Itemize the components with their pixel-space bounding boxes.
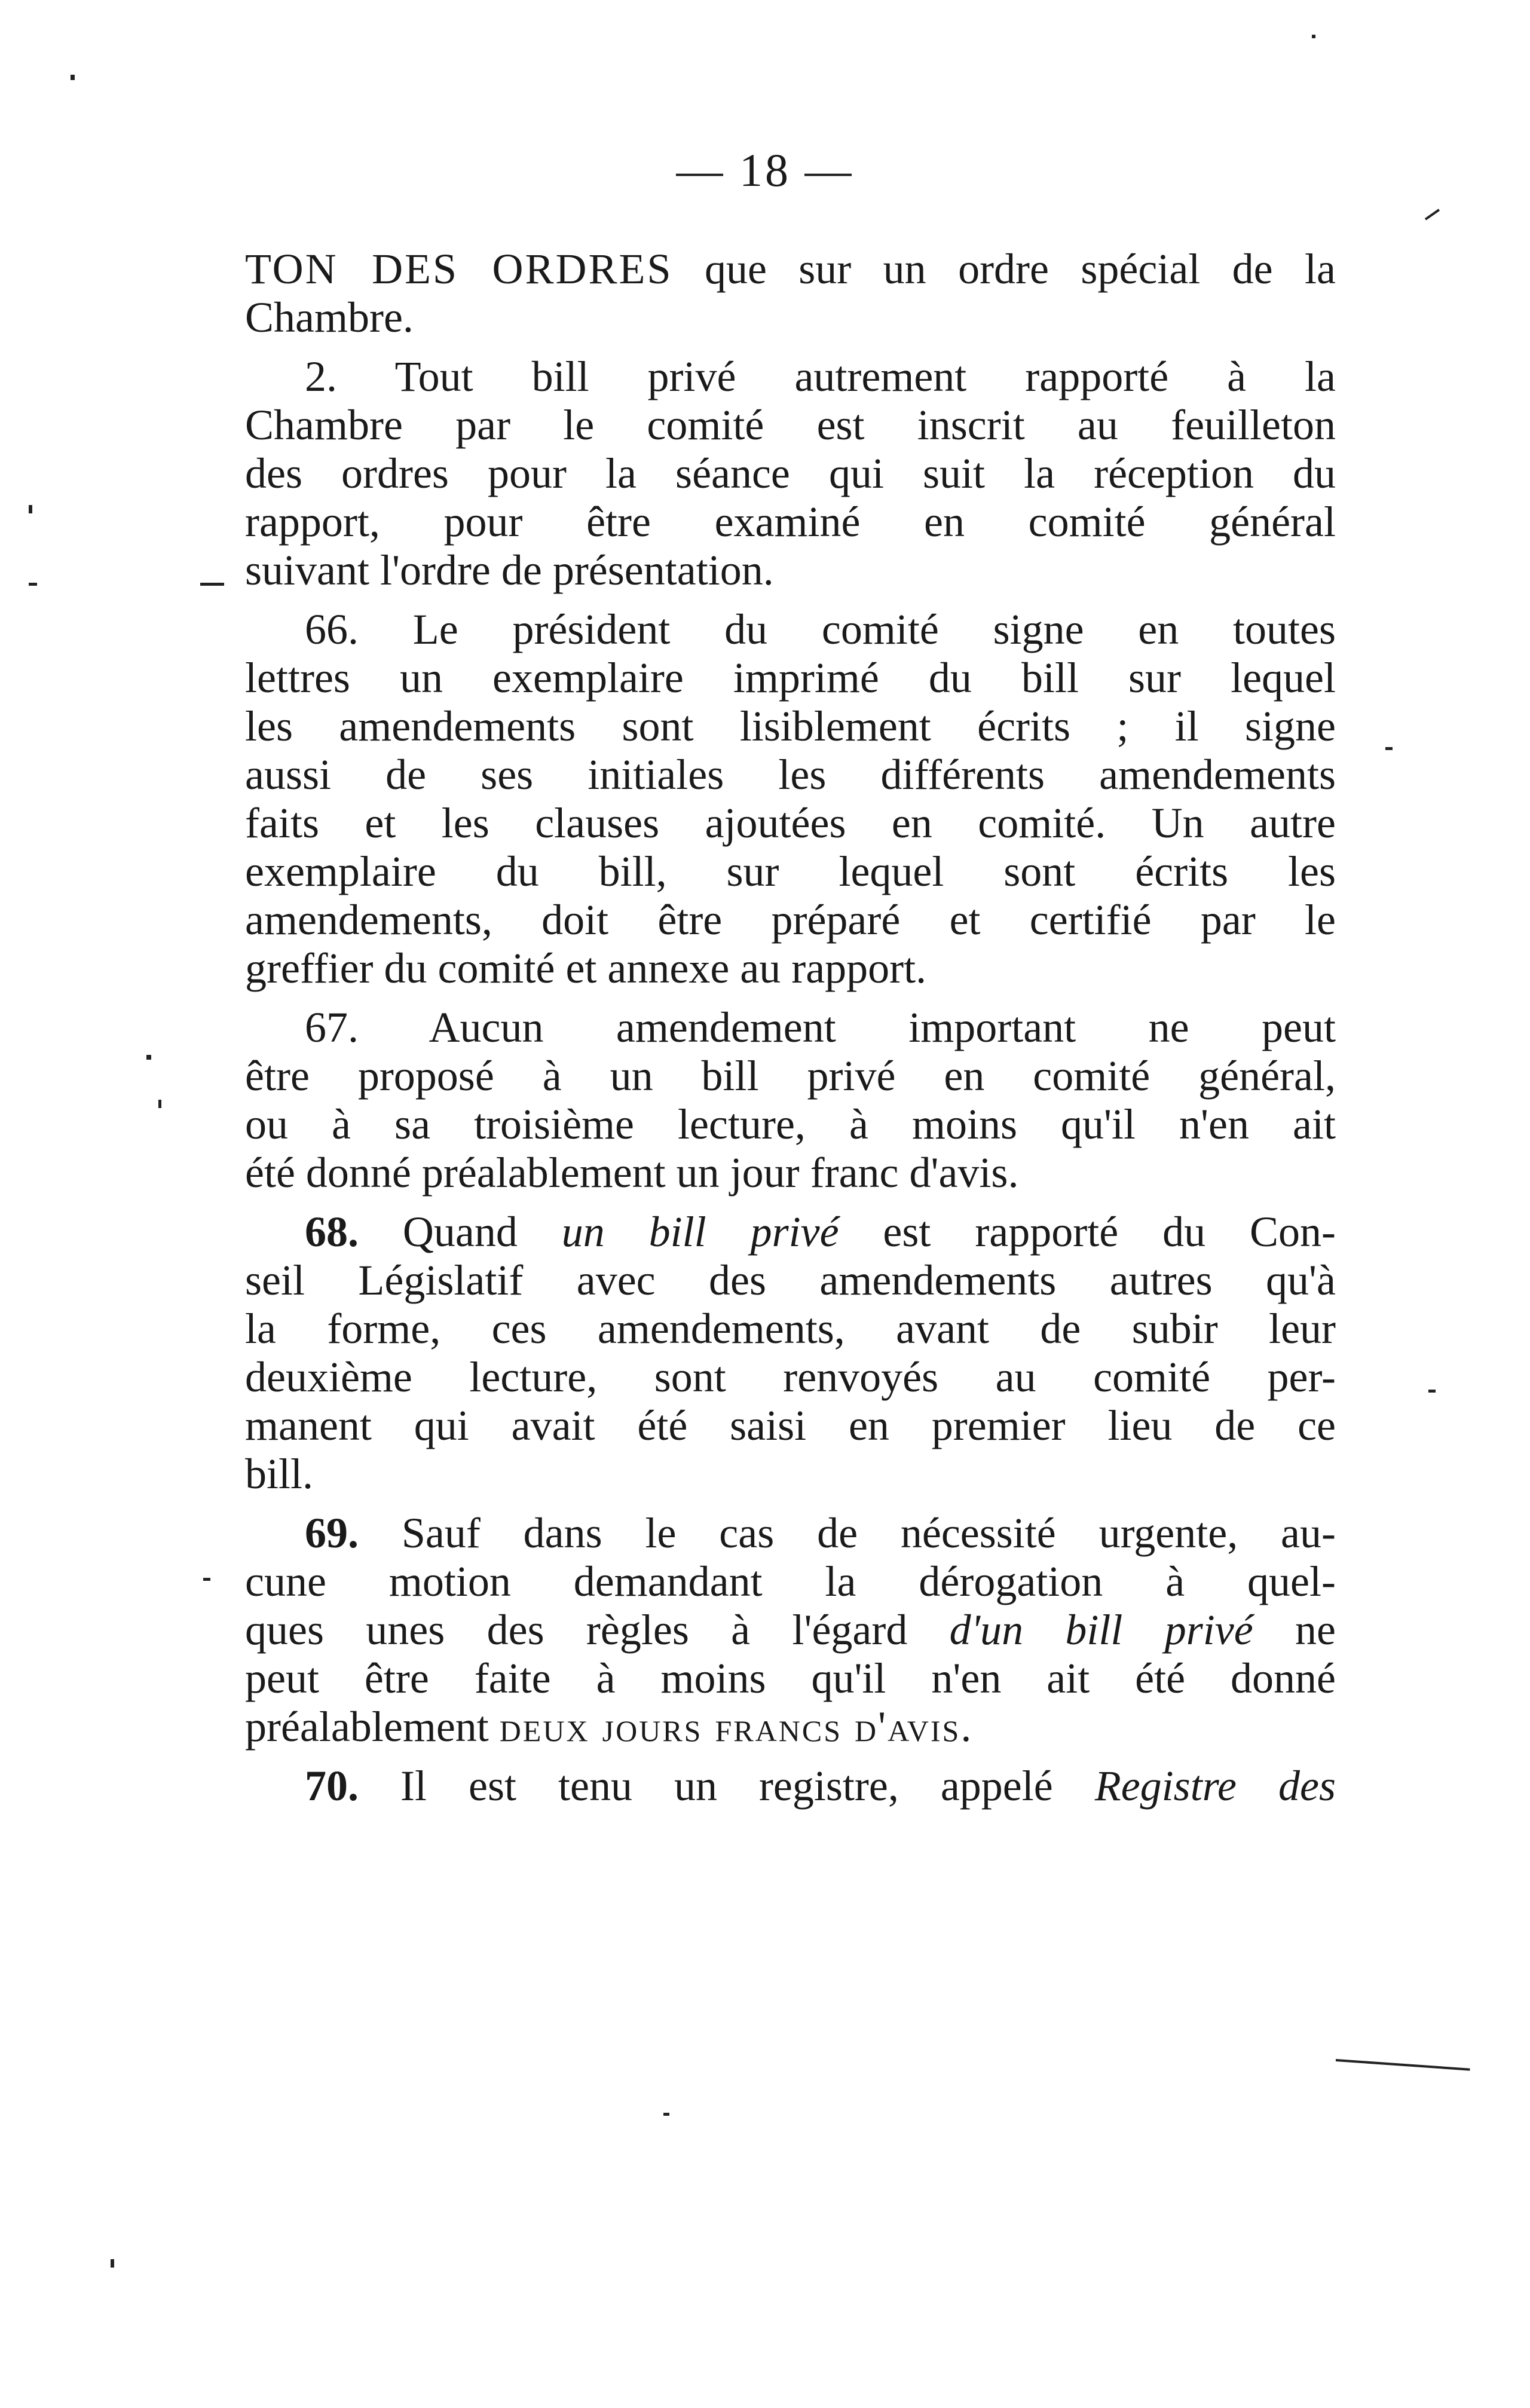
text-line (245, 702, 1336, 751)
text-line (245, 847, 1336, 896)
article-68-start (245, 1208, 1336, 1256)
line-text: seil Législatif avec des amendements autres qu'à (245, 1256, 1336, 1304)
italic-text: un bill privé (561, 1208, 839, 1256)
article-70-start (245, 1762, 1336, 1810)
scan-stroke (1425, 209, 1440, 220)
line-text: deuxième lecture, sont renvoyés au comité per- (245, 1353, 1336, 1401)
article-number: 2. (305, 353, 337, 400)
scan-speck (111, 2259, 114, 2268)
small-caps-text: deux jours francs d'avis. (499, 1703, 974, 1751)
line-text: Le président du comité signe en toutes (359, 605, 1336, 653)
line-text: Sauf dans le cas de nécessité urgente, au- (359, 1509, 1336, 1557)
text-line (245, 1558, 1336, 1606)
line-text: greffier du comité et annexe au rapport. (245, 944, 927, 992)
scan-speck (1312, 35, 1315, 38)
line-text: préalablement (245, 1703, 500, 1751)
line-text: ou à sa troisième lecture, à moins qu'il n'en ait (245, 1100, 1336, 1148)
line-text: rapport, pour être examiné en comité général (245, 498, 1336, 546)
line-text: faits et les clauses ajoutées en comité. Un autre (245, 799, 1336, 847)
text-line (245, 449, 1336, 498)
line-text: aussi de ses initiales les différents amendements (245, 751, 1336, 798)
scan-speck (200, 583, 224, 586)
italic-text: Registre des (1094, 1762, 1336, 1810)
text-line (245, 1256, 1336, 1305)
line-text: ques unes des règles à l'égard (245, 1606, 950, 1654)
text-line (245, 1450, 1336, 1498)
text-line (245, 245, 1336, 293)
scan-speck (203, 1578, 210, 1581)
scan-stroke (1336, 2059, 1470, 2071)
scan-speck (1428, 1390, 1436, 1393)
scan-speck (663, 2113, 669, 2116)
text-line (245, 1052, 1336, 1100)
small-caps-text: TON DES ORDRES (245, 245, 673, 293)
line-text: Tout bill privé autrement rapporté à la (337, 353, 1336, 400)
line-text: Aucun amendement important ne peut (359, 1003, 1336, 1051)
line-text: est rapporté du Con- (839, 1208, 1336, 1256)
line-text: lettres un exemplaire imprimé du bill sur lequel (245, 654, 1336, 702)
line-text: la forme, ces amendements, avant de subir leur (245, 1305, 1336, 1353)
text-line (245, 896, 1336, 944)
article-67-start (245, 1003, 1336, 1052)
line-text: bill. (245, 1450, 314, 1498)
text-line (245, 799, 1336, 847)
scan-speck (158, 1100, 161, 1108)
line-text: été donné préalablement un jour franc d'avis. (245, 1149, 1019, 1197)
article-number: 66. (305, 605, 359, 653)
article-2-start (245, 353, 1336, 401)
text-line (245, 1654, 1336, 1703)
line-text: des ordres pour la séance qui suit la réception du (245, 449, 1336, 497)
line-text: manent qui avait été saisi en premier lieu de ce (245, 1402, 1336, 1449)
text-line (245, 1149, 1336, 1197)
text-line (245, 1353, 1336, 1402)
line-text: Chambre. (245, 293, 414, 341)
article-number: 67. (305, 1003, 359, 1051)
scan-speck (146, 1055, 151, 1060)
text-line (245, 1305, 1336, 1353)
text-line (245, 751, 1336, 799)
text-line (245, 1606, 1336, 1654)
line-text: que sur un ordre spécial de la (672, 245, 1336, 293)
article-number: 69. (305, 1509, 359, 1557)
text-line (245, 944, 1336, 993)
article-number: 68. (305, 1208, 359, 1256)
page-body (245, 245, 1336, 1810)
line-text: amendements, doit être préparé et certifié par le (245, 896, 1336, 944)
line-text: les amendements sont lisiblement écrits ; il signe (245, 702, 1336, 750)
italic-text: d'un bill privé (949, 1606, 1253, 1654)
text-line (245, 293, 1336, 342)
scan-speck (29, 583, 37, 586)
line-text: exemplaire du bill, sur lequel sont écrits les (245, 847, 1336, 895)
line-text: être proposé à un bill privé en comité général, (245, 1052, 1336, 1100)
line-text: cune motion demandant la dérogation à quel- (245, 1558, 1336, 1605)
text-line (245, 401, 1336, 449)
line-text: suivant l'ordre de présentation. (245, 546, 774, 594)
article-66-start (245, 605, 1336, 654)
text-line (245, 1402, 1336, 1450)
text-line (245, 1100, 1336, 1149)
text-line (245, 1703, 1336, 1751)
scan-speck (71, 75, 75, 80)
scan-speck (1385, 747, 1393, 750)
text-line (245, 546, 1336, 595)
line-text: Quand (359, 1208, 562, 1256)
article-number: 70. (305, 1762, 359, 1810)
line-text: peut être faite à moins qu'il n'en ait été donné (245, 1654, 1336, 1702)
scan-speck (29, 505, 32, 513)
line-text: ne (1253, 1606, 1336, 1654)
page-number: — 18 — (676, 144, 854, 196)
text-line (245, 654, 1336, 702)
line-text: Il est tenu un registre, appelé (359, 1762, 1095, 1810)
article-69-start (245, 1509, 1336, 1558)
text-line (245, 498, 1336, 546)
line-text: Chambre par le comité est inscrit au feuilleton (245, 401, 1336, 449)
